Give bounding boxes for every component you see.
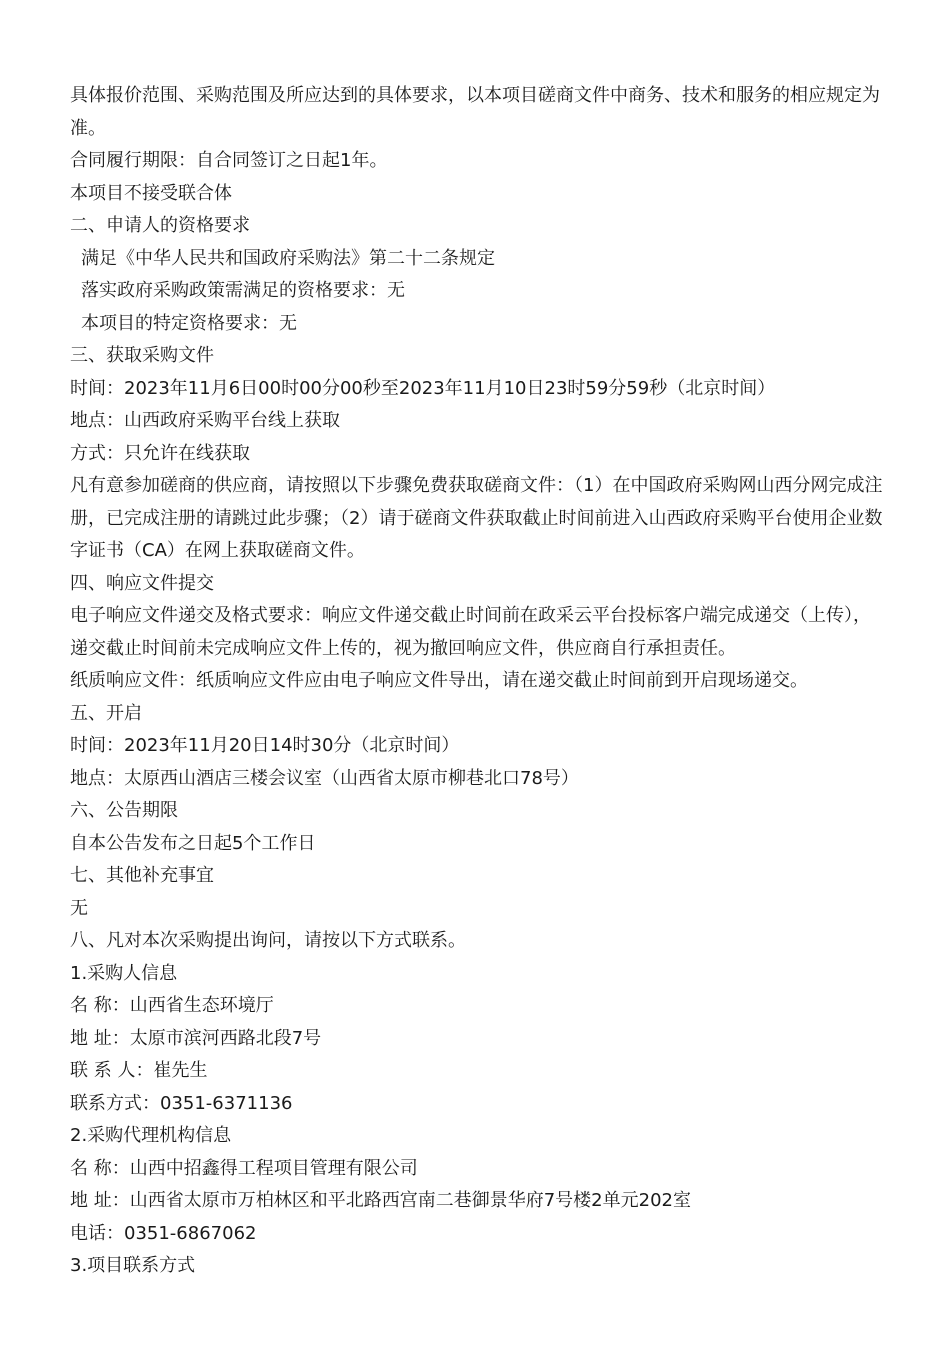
section-heading-notice-period: 六、公告期限 (70, 800, 178, 821)
consortium-note: 本项目不接受联合体 (70, 182, 232, 204)
purchaser-phone: 联系方式：0351-6371136 (70, 1092, 293, 1114)
project-contact-heading: 3.项目联系方式 (70, 1255, 196, 1276)
qualification-item: 本项目的特定资格要求：无 (81, 312, 297, 334)
purchaser-contact-person: 联 系 人：崔先生 (70, 1060, 208, 1081)
paper-submission: 纸质响应文件：纸质响应文件应由电子响应文件导出，请在递交截止时间前到开启现场递交。 (70, 670, 808, 691)
obtain-method: 方式：只允许在线获取 (70, 442, 250, 464)
purchaser-heading: 1.采购人信息 (70, 962, 178, 984)
electronic-submission: 电子响应文件递交及格式要求：响应文件递交截止时间前在政采云平台投标客户端完成递交（上传），递交截止时间前未完成响应文件上传的，视为撤回响应文件，供应商自行承担责任。 (70, 605, 871, 659)
contract-period: 合同履行期限：自合同签订之日起1年。 (70, 150, 388, 171)
document-page (70, 80, 885, 1283)
opening-location: 地点：太原西山酒店三楼会议室（山西省太原市柳巷北口78号） (70, 767, 579, 789)
qualification-item: 满足《中华人民共和国政府采购法》第二十二条规定 (81, 247, 495, 269)
section-heading-contact: 八、凡对本次采购提出询问，请按以下方式联系。 (70, 930, 466, 951)
section-heading-qualification: 二、申请人的资格要求 (70, 215, 250, 236)
section-heading-obtain-docs: 三、获取采购文件 (70, 345, 214, 366)
section-heading-submission: 四、响应文件提交 (70, 572, 214, 594)
obtain-location: 地点：山西政府采购平台线上获取 (70, 410, 340, 431)
obtain-steps: 凡有意参加磋商的供应商，请按照以下步骤免费获取磋商文件：（1）在中国政府采购网山西分网完成注册，已完成注册的请跳过此步骤；（2）请于磋商文件获取截止时间前进入山西政府采购平台使用企业数字证书（CA）在网上获取磋商文件。 (70, 475, 883, 561)
supplementary-text: 无 (70, 897, 88, 919)
purchaser-address: 地 址：太原市滨河西路北段7号 (70, 1027, 322, 1049)
scope-text: 具体报价范围、采购范围及所应达到的具体要求，以本项目磋商文件中商务、技术和服务的相应规定为准。 (70, 85, 880, 139)
section-heading-supplementary: 七、其他补充事宜 (70, 865, 214, 886)
qualification-item: 落实政府采购政策需满足的资格要求：无 (81, 280, 405, 301)
agency-address: 地 址：山西省太原市万柏林区和平北路西宫南二巷御景华府7号楼2单元202室 (70, 1190, 691, 1211)
notice-period: 自本公告发布之日起5个工作日 (70, 832, 316, 854)
obtain-time: 时间：2023年11月6日00时00分00秒至2023年11月10日23时59分59秒（北京时间） (70, 377, 776, 399)
opening-time: 时间：2023年11月20日14时30分（北京时间） (70, 735, 460, 756)
section-heading-opening: 五、开启 (70, 702, 142, 724)
purchaser-name: 名 称：山西省生态环境厅 (70, 995, 274, 1016)
agency-phone: 电话：0351-6867062 (70, 1222, 257, 1244)
agency-name: 名 称：山西中招鑫得工程项目管理有限公司 (70, 1157, 418, 1179)
agency-heading: 2.采购代理机构信息 (70, 1125, 232, 1146)
